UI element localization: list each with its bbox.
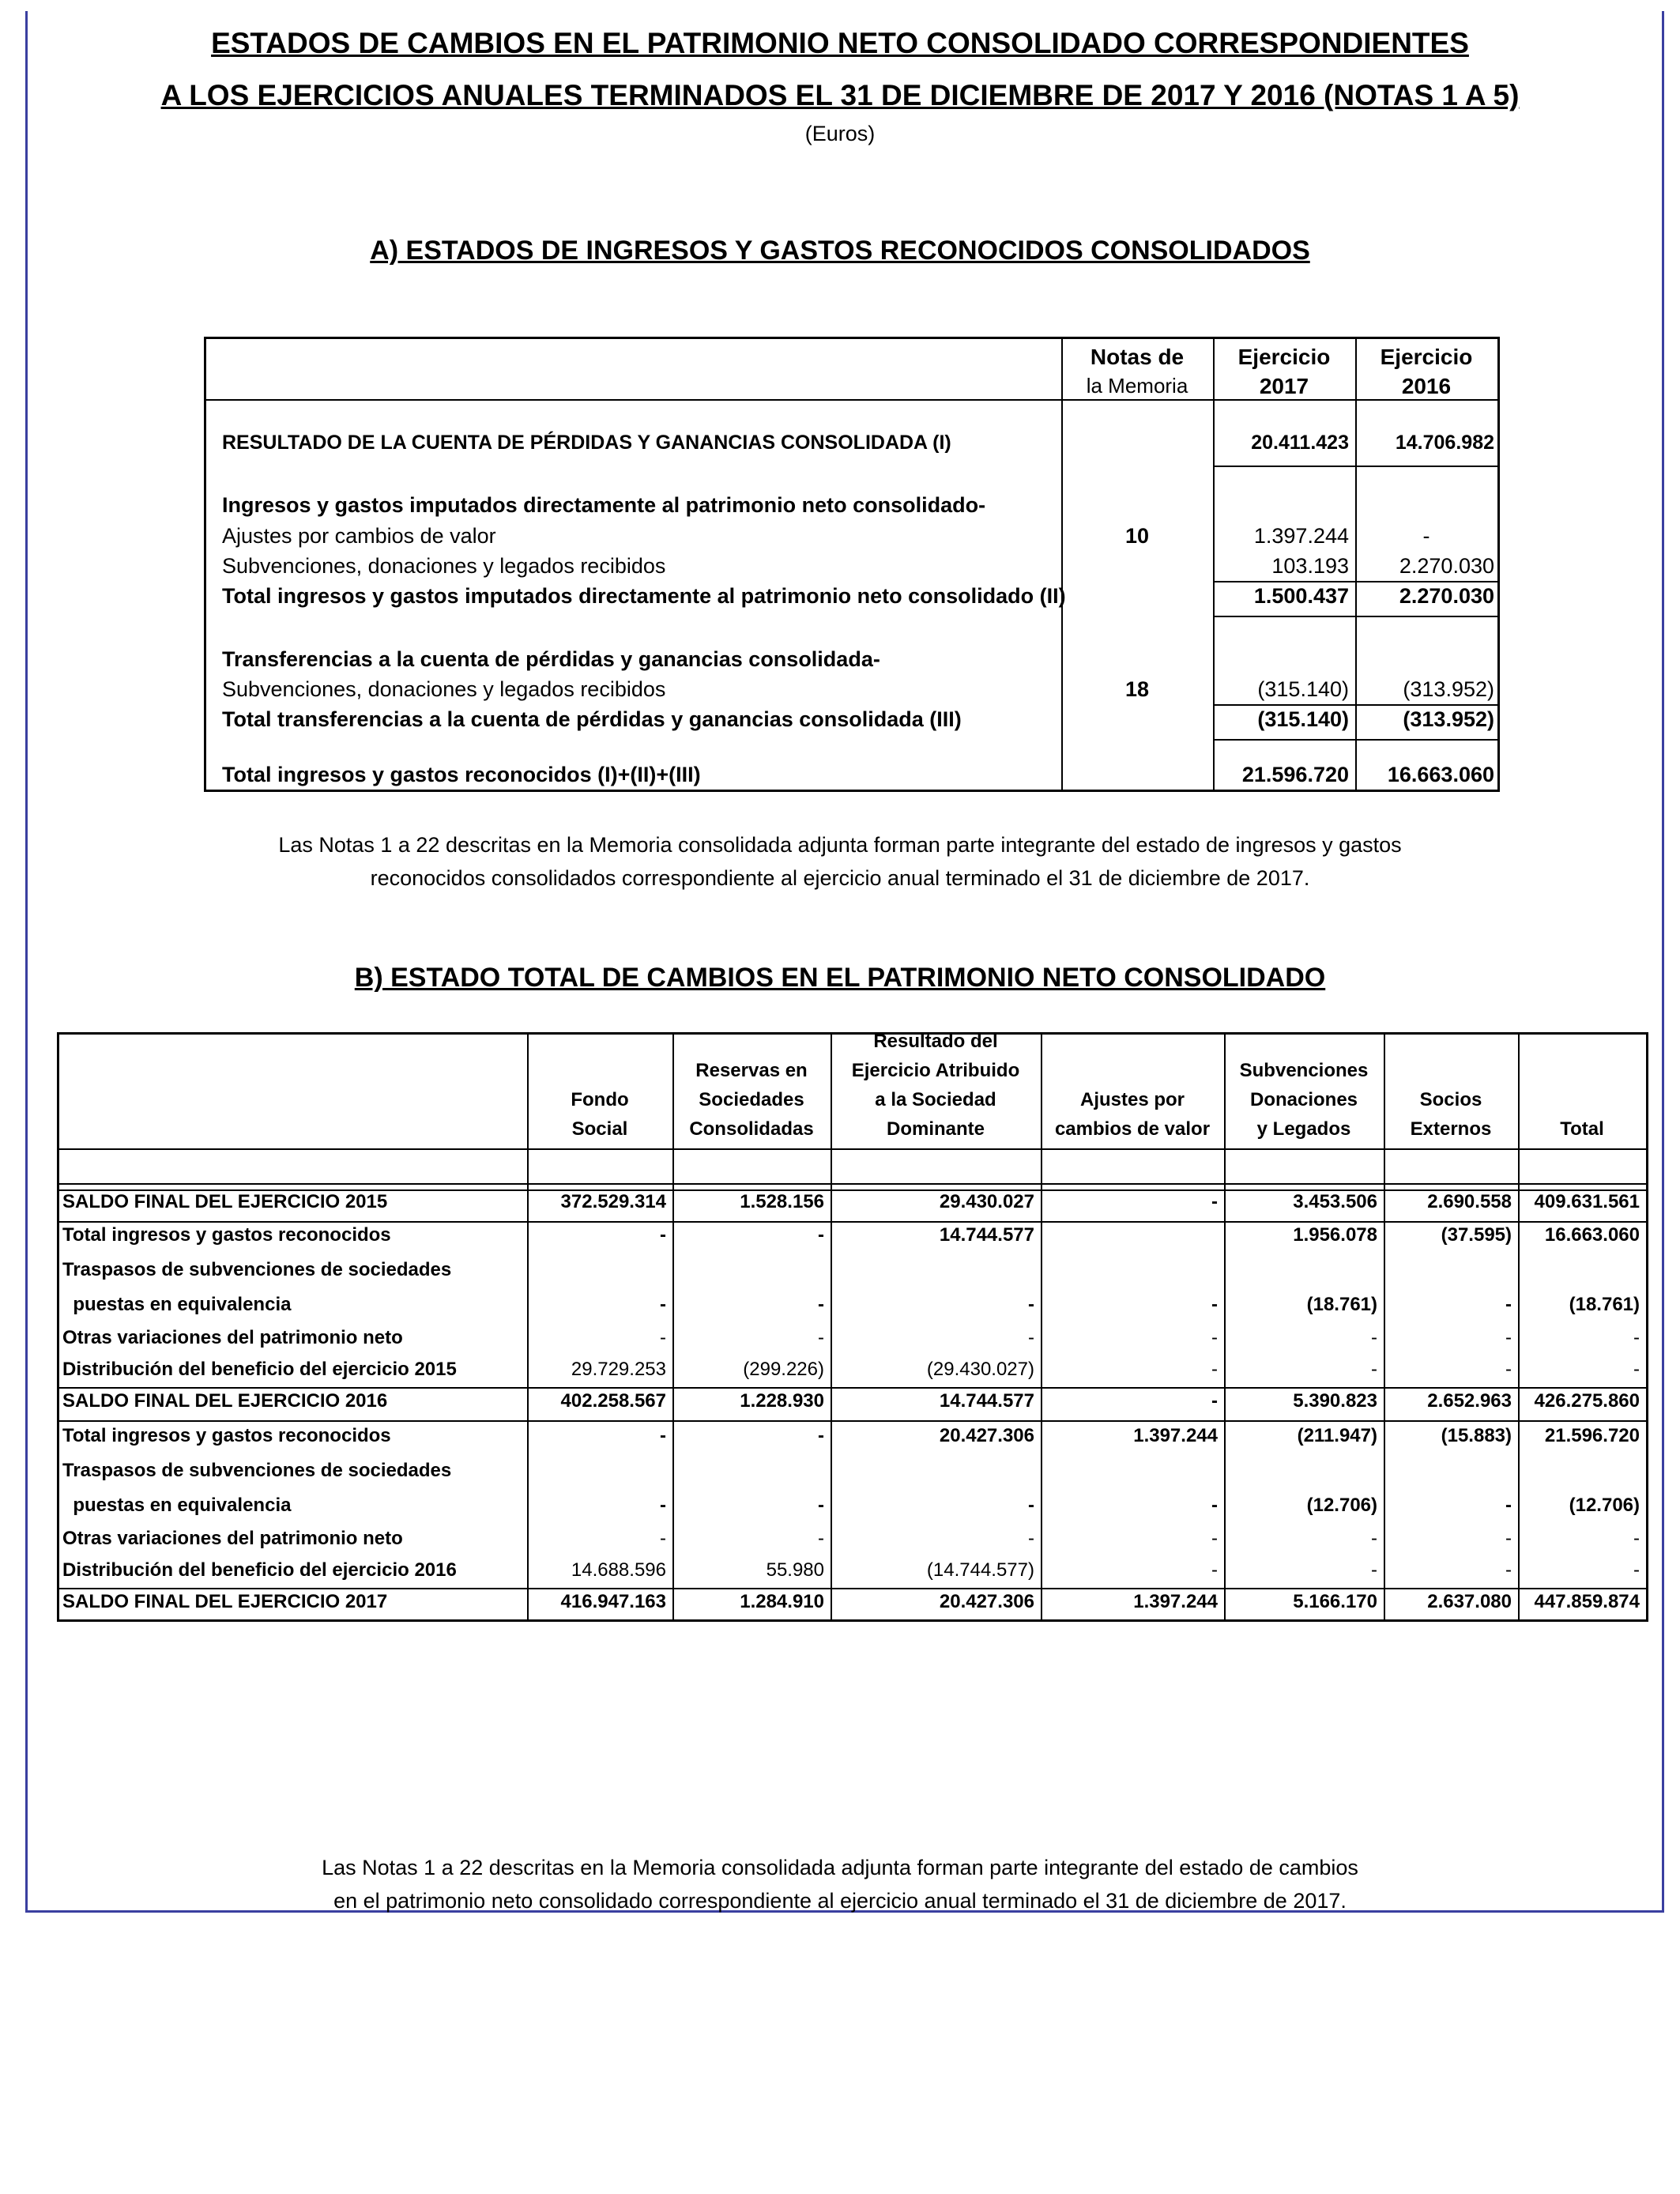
row-label: Total ingresos y gastos reconocidos — [62, 1224, 391, 1246]
column-header — [1041, 1085, 1224, 1144]
header-line: 2016 — [1401, 374, 1452, 398]
header-line: Ejercicio — [1237, 345, 1331, 369]
row-value: - — [1505, 1294, 1512, 1315]
row-label: puestas en equivalencia — [62, 1495, 292, 1516]
row-value: - — [1028, 1495, 1034, 1516]
footnote-line: reconocidos consolidados correspondiente al ejercicio anual terminado el 31 de diciembre de 2017. — [370, 866, 1310, 890]
row-value: - — [1633, 1528, 1640, 1549]
header-line: Dominante — [886, 1118, 985, 1140]
row-separator — [59, 1420, 1646, 1422]
row-value: (12.706) — [1306, 1495, 1377, 1516]
row-value-2017: 1.500.437 — [1253, 584, 1349, 608]
row-value: - — [660, 1224, 666, 1246]
row-value: (12.706) — [1569, 1495, 1640, 1516]
row-value: - — [1371, 1359, 1377, 1380]
row-value: - — [1211, 1559, 1218, 1581]
table-row — [206, 584, 1497, 614]
row-value: 14.688.596 — [571, 1559, 666, 1581]
row-label: RESULTADO DE LA CUENTA DE PÉRDIDAS Y GANANCIAS CONSOLIDADA (I) — [222, 432, 951, 454]
table-row — [59, 1390, 1646, 1422]
row-value: - — [660, 1528, 666, 1549]
row-value: - — [1633, 1559, 1640, 1581]
row-label: Otras variaciones del patrimonio neto — [62, 1528, 403, 1549]
row-value: 21.596.720 — [1544, 1425, 1640, 1446]
header-line: Total — [1560, 1118, 1604, 1140]
row-value: (211.947) — [1297, 1425, 1377, 1446]
row-value: - — [1505, 1528, 1512, 1549]
row-value: - — [1505, 1495, 1512, 1516]
row-value: 2.690.558 — [1427, 1191, 1512, 1212]
column-header-notas — [1061, 342, 1213, 401]
column-header — [1224, 1056, 1384, 1144]
row-value: - — [1505, 1559, 1512, 1581]
column-header-2016 — [1355, 342, 1497, 401]
row-value: - — [818, 1294, 824, 1315]
row-value: (18.761) — [1306, 1294, 1377, 1315]
row-value: 416.947.163 — [560, 1591, 666, 1612]
row-label: SALDO FINAL DEL EJERCICIO 2015 — [62, 1191, 388, 1212]
row-value: 55.980 — [766, 1559, 824, 1581]
underline — [1213, 739, 1497, 741]
row-value: 1.284.910 — [740, 1591, 824, 1612]
row-value: - — [1371, 1528, 1377, 1549]
row-value: 3.453.506 — [1293, 1191, 1377, 1212]
row-value: (18.761) — [1569, 1294, 1640, 1315]
table-row — [206, 554, 1497, 584]
row-value: (14.744.577) — [926, 1559, 1034, 1581]
row-value: 29.729.253 — [571, 1359, 666, 1380]
row-label: Distribución del beneficio del ejercicio 2016 — [62, 1559, 457, 1581]
row-value: 426.275.860 — [1534, 1390, 1640, 1412]
header-line: Notas de — [1090, 345, 1185, 369]
row-value: 2.652.963 — [1427, 1390, 1512, 1412]
table-row — [59, 1495, 1646, 1526]
header-separator — [59, 1148, 1646, 1150]
column-header-2017 — [1213, 342, 1355, 401]
header-line: Ejercicio Atribuido — [851, 1060, 1020, 1081]
row-value: - — [818, 1327, 824, 1348]
row-value: - — [1211, 1390, 1218, 1412]
table-row — [59, 1359, 1646, 1390]
table-row — [206, 493, 1497, 523]
table-row — [206, 524, 1497, 554]
row-value: - — [1633, 1359, 1640, 1380]
row-value: 1.956.078 — [1293, 1224, 1377, 1246]
table-row — [59, 1559, 1646, 1591]
row-value: - — [1211, 1294, 1218, 1315]
row-label: SALDO FINAL DEL EJERCICIO 2017 — [62, 1591, 388, 1612]
row-label: SALDO FINAL DEL EJERCICIO 2016 — [62, 1390, 388, 1412]
row-value: 2.637.080 — [1427, 1591, 1512, 1612]
row-value: 402.258.567 — [560, 1390, 666, 1412]
row-value: (29.430.027) — [926, 1359, 1034, 1380]
row-value: 1.528.156 — [740, 1191, 824, 1212]
row-value: 5.390.823 — [1293, 1390, 1377, 1412]
header-line: Social — [571, 1118, 628, 1140]
row-value: - — [1505, 1327, 1512, 1348]
row-value-2017: (315.140) — [1257, 707, 1349, 731]
row-value: - — [660, 1425, 666, 1446]
row-value: 29.430.027 — [939, 1191, 1034, 1212]
row-value: - — [1211, 1495, 1218, 1516]
header-line: Reservas en — [695, 1060, 808, 1081]
row-value: - — [1211, 1327, 1218, 1348]
row-value: 20.427.306 — [939, 1425, 1034, 1446]
row-label: Total ingresos y gastos reconocidos (I)+(II)+(III) — [222, 763, 701, 786]
row-value: - — [1028, 1528, 1034, 1549]
footnote-line: en el patrimonio neto consolidado correspondiente al ejercicio anual terminado el 31 de diciembre de 2017. — [333, 1889, 1347, 1913]
row-value-2016: 14.706.982 — [1395, 432, 1494, 454]
page-border-frame — [25, 11, 1664, 1913]
row-label: Ajustes por cambios de valor — [222, 524, 496, 548]
income-expenses-table — [204, 337, 1500, 792]
section-b-heading: B) ESTADO TOTAL DE CAMBIOS EN EL PATRIMONIO NETO CONSOLIDADO — [354, 963, 1326, 993]
row-value: - — [660, 1495, 666, 1516]
row-label: Traspasos de subvenciones de sociedades — [62, 1259, 452, 1280]
header-line: cambios de valor — [1054, 1118, 1211, 1140]
row-value-2016: (313.952) — [1403, 707, 1494, 731]
row-separator — [59, 1387, 1646, 1389]
row-value: 16.663.060 — [1544, 1224, 1640, 1246]
row-value: - — [1211, 1191, 1218, 1212]
row-value-2017: 103.193 — [1271, 554, 1349, 578]
row-value-2016: 16.663.060 — [1387, 763, 1494, 786]
header-line: a la Sociedad — [875, 1089, 996, 1110]
row-label: Transferencias a la cuenta de pérdidas y ganancias consolidada- — [222, 647, 880, 671]
row-value: - — [1028, 1327, 1034, 1348]
section-b-footnote — [0, 1851, 1680, 1917]
header-line: Fondo — [571, 1089, 629, 1110]
row-nota: 18 — [1124, 677, 1150, 701]
row-value: - — [1028, 1294, 1034, 1315]
row-value: 409.631.561 — [1534, 1191, 1640, 1212]
row-value: (37.595) — [1441, 1224, 1512, 1246]
section-a-footnote — [0, 828, 1680, 895]
row-label: Total ingresos y gastos imputados directamente al patrimonio neto consolidado (II) — [222, 584, 1066, 608]
row-value: - — [1371, 1327, 1377, 1348]
table-row — [59, 1327, 1646, 1359]
row-label: Distribución del beneficio del ejercicio 2015 — [62, 1359, 457, 1380]
row-value: 372.529.314 — [560, 1191, 666, 1212]
row-label: Subvenciones, donaciones y legados recibidos — [222, 677, 666, 701]
underline — [1213, 704, 1497, 706]
table-row — [59, 1591, 1646, 1623]
footnote-line: Las Notas 1 a 22 descritas en la Memoria consolidada adjunta forman parte integrante del estado de ingresos y gastos — [278, 833, 1402, 857]
row-value: (15.883) — [1441, 1425, 1512, 1446]
row-value: - — [818, 1495, 824, 1516]
row-value: 1.397.244 — [1133, 1425, 1218, 1446]
row-value: - — [1505, 1359, 1512, 1380]
row-value-2016: 2.270.030 — [1399, 584, 1494, 608]
row-separator — [59, 1588, 1646, 1589]
table-row — [59, 1294, 1646, 1325]
table-row — [206, 763, 1497, 793]
column-header — [527, 1085, 672, 1144]
table-row — [206, 647, 1497, 677]
header-line: 2017 — [1259, 374, 1309, 398]
section-a-heading: A) ESTADOS DE INGRESOS Y GASTOS RECONOCIDOS CONSOLIDADOS — [370, 236, 1310, 266]
row-value-2017: 21.596.720 — [1241, 763, 1349, 786]
header-line: Ejercicio — [1380, 345, 1473, 369]
row-label: puestas en equivalencia — [62, 1294, 292, 1315]
row-value-2017: (315.140) — [1257, 677, 1349, 701]
row-value-2016: - — [1422, 524, 1430, 548]
row-value: - — [818, 1425, 824, 1446]
table-row — [206, 432, 1497, 462]
row-value-2016: (313.952) — [1403, 677, 1494, 701]
row-label: Total ingresos y gastos reconocidos — [62, 1425, 391, 1446]
row-label: Subvenciones, donaciones y legados recibidos — [222, 554, 666, 578]
column-header — [831, 1027, 1041, 1144]
row-separator — [59, 1189, 1646, 1191]
row-label: Total transferencias a la cuenta de pérdidas y ganancias consolidada (III) — [222, 707, 962, 731]
footnote-line: Las Notas 1 a 22 descritas en la Memoria consolidada adjunta forman parte integrante del estado de cambios — [322, 1856, 1358, 1879]
row-value: 5.166.170 — [1293, 1591, 1377, 1612]
row-value: 447.859.874 — [1534, 1591, 1640, 1612]
header-line: Donaciones — [1249, 1089, 1358, 1110]
row-nota: 10 — [1124, 524, 1150, 548]
table-row — [59, 1528, 1646, 1559]
header-line: y Legados — [1256, 1118, 1351, 1140]
row-value: - — [818, 1224, 824, 1246]
row-label: Traspasos de subvenciones de sociedades — [62, 1460, 452, 1481]
row-value: - — [1211, 1528, 1218, 1549]
row-value: - — [660, 1327, 666, 1348]
header-line: Sociedades — [699, 1089, 804, 1110]
underline — [1213, 466, 1497, 467]
row-value: - — [1371, 1559, 1377, 1581]
row-value: - — [660, 1294, 666, 1315]
table-row — [59, 1191, 1646, 1223]
row-value: 1.397.244 — [1133, 1591, 1218, 1612]
table-row — [59, 1425, 1646, 1457]
column-header — [1518, 1114, 1646, 1144]
column-header — [1384, 1085, 1518, 1144]
row-value: - — [1633, 1327, 1640, 1348]
header-line: Consolidadas — [689, 1118, 814, 1140]
row-separator — [59, 1221, 1646, 1223]
column-header — [672, 1056, 831, 1144]
table-row — [59, 1224, 1646, 1256]
table-row — [206, 707, 1497, 737]
header-line: Ajustes por — [1079, 1089, 1185, 1110]
row-label: Otras variaciones del patrimonio neto — [62, 1327, 403, 1348]
header-separator — [59, 1183, 1646, 1185]
row-value-2017: 1.397.244 — [1253, 524, 1349, 548]
table-row — [206, 677, 1497, 707]
row-value: 1.228.930 — [740, 1390, 824, 1412]
equity-changes-table — [57, 1032, 1648, 1622]
row-value: (299.226) — [743, 1359, 824, 1380]
row-value: 14.744.577 — [939, 1390, 1034, 1412]
header-line: Socios — [1419, 1089, 1482, 1110]
table-row — [59, 1460, 1646, 1491]
header-line: Resultado del — [873, 1031, 998, 1052]
row-value: 14.744.577 — [939, 1224, 1034, 1246]
currency-units: (Euros) — [804, 122, 876, 145]
row-value: 20.427.306 — [939, 1591, 1034, 1612]
header-line: Externos — [1410, 1118, 1492, 1140]
underline — [1213, 581, 1497, 582]
row-value-2017: 20.411.423 — [1251, 432, 1349, 454]
underline — [1213, 616, 1497, 617]
document-title-line1: ESTADOS DE CAMBIOS EN EL PATRIMONIO NETO CONSOLIDADO CORRESPONDIENTES — [211, 27, 1469, 59]
row-value: - — [818, 1528, 824, 1549]
row-value-2016: 2.270.030 — [1399, 554, 1494, 578]
row-value: - — [1211, 1359, 1218, 1380]
document-title-line2: A LOS EJERCICIOS ANUALES TERMINADOS EL 31 DE DICIEMBRE DE 2017 Y 2016 (NOTAS 1 A 5) — [160, 79, 1520, 111]
table-row — [59, 1259, 1646, 1291]
row-label: Ingresos y gastos imputados directamente al patrimonio neto consolidado- — [222, 493, 986, 517]
header-line: la Memoria — [1086, 374, 1188, 398]
header-line: Subvenciones — [1239, 1060, 1369, 1081]
